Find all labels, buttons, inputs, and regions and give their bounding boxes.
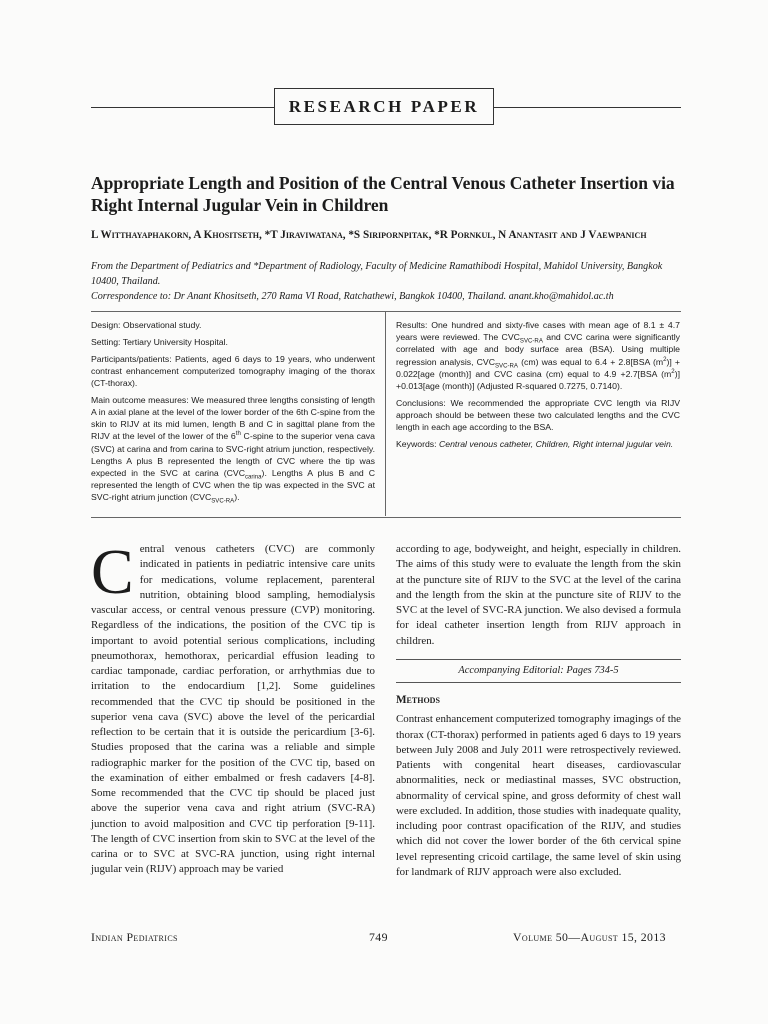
- correspondence: Correspondence to: Dr Anant Khositseth, 270 Rama VI Road, Ratchathewi, Bangkok 10400, Thailand. anant.kho@mahidol.ac.th: [91, 291, 614, 302]
- intro-continued: according to age, bodyweight, and height, especially in children. The aims of this study were to evaluate the length from the skin at the puncture site of RIJV to the SVC at the level of the carina and the length from the skin at the puncture site of RIJV to the SVC at the level of SVC-RA junction. We also devised a formula for ideal catheter insertion length from RIJV approach in children.: [396, 543, 681, 647]
- article-title: Appropriate Length and Position of the Central Venous Catheter Insertion via Right Internal Jugular Vein in Children: [91, 173, 675, 215]
- abstract-rule-bottom: [91, 517, 681, 518]
- methods-heading: Methods: [396, 694, 440, 706]
- methods-paragraph: Contrast enhancement computerized tomography imagings of the thorax (CT-thorax) performed in patients aged 6 days to 19 years between July 2008 and July 2011 were retrospectively reviewed. Patients with congenital heart diseases, cardiovascular abnormalities, neck or mediastinal masses, SVC obstruction, abnormality of cervical spine, and gross deformity of chest wall were excluded. In addition, those studies with inadequate quality, including poor contrast opacification of the RIJV, and studies which did not cover the lower border of the 6th cervical spine level representing cricoid cartilage, the same level of skin using for landmark of RIJV approach were also excluded.: [396, 713, 681, 878]
- intro-paragraph: Central venous catheters (CVC) are commonly indicated in patients in pediatric intensive care units for medications, volume replacement, parenteral nutrition, obtaining blood sampling, hemodialysis vascular access, or central venous pressure (CVP) monitoring. Regardless of the indications, the position of the CVC tip is important to avoid potential serious complications, including pneumothorax, hemothorax, pericardial effusion leading to cardiac tamponade, cardiac perforation, or arrhythmias due to irritation to the endocardium [1,2]. Some guidelines recommended that the CVC tip should be positioned in the superior vena cava (SVC) above the level of the pericardial reflection to be certain that it is outside the pericardium [3-6]. Studies proposed that the carina was a reliable and simple radiographic marker for the position of the CVC tip, based on the examination of either embalmed or fresh cadavers [4-8]. Some recommended that the CVC tip should be placed just above the superior vena cava and right atrium (SVC-RA) junction to avoid malposition and CVC tip perforation [9-11]. The length of CVC insertion from skin to SVC at the level of the carina or to SVC at SVC-RA junction, using right internal jugular vein (RIJV) approach may be varied: [91, 536, 375, 876]
- footer-volume: Volume 50—August 15, 2013: [513, 930, 666, 944]
- abstract-rule-divider: [385, 311, 386, 516]
- affiliation: From the Department of Pediatrics and *Department of Radiology, Faculty of Medicine Ramathibodi Hospital, Mahidol University, Bangkok 10400, Thailand.: [91, 261, 663, 287]
- drop-cap: C: [91, 536, 134, 607]
- abstract-right-column: [396, 319, 680, 455]
- author-list: L Witthayaphakorn, A Khositseth, *T Jiraviwatana, *S Siripornpitak, *R Pornkul, N Anantasit and J Vaewpanich: [91, 229, 647, 241]
- abstract-keywords: Keywords: Central venous catheter, Children, Right internal jugular vein.: [396, 439, 674, 450]
- abstract-left-column: [91, 319, 375, 508]
- abstract-results: Results: One hundred and sixty-five cases with mean age of 8.1 ± 4.7 years were reviewed. The $CVC_{SVC-RA}$ and CVC carina were significantly correlated with age and body surface area (BSA). Using multiple regression analysis, $CVC_{SVC-RA}$ (cm) was equal to 6.4 + 2.8[BSA $(m^2)] + 0.022[age$ (month)] and CVC casina (cm) equal to 4.9 +2.7[BSA $(m^2)] +0.013[age$ (month)] (Adjusted R-squared 0.7275, 0.7140).: [396, 320, 681, 392]
- abstract-design: Design: Observational study.: [91, 320, 202, 330]
- footer-page-number: 749: [369, 930, 388, 944]
- abstract-conclusions: Conclusions: We recommended the appropriate CVC length via RIJV approach should be between these two calculated lengths and the CVC length in each age according to the BSA.: [396, 397, 680, 433]
- abstract-setting: Setting: Tertiary University Hospital.: [91, 336, 228, 347]
- abstract-rule-top: [91, 311, 681, 312]
- affiliation-block: [91, 259, 686, 304]
- body-left-column: [91, 536, 375, 878]
- header-rule-right: [494, 107, 681, 108]
- abstract-outcome: Main outcome measures: We measured three lengths consisting of length A in axial plane at the level of the lower border of the 6th C-spine from the skin to RIJV at its mid lumen, length B and C in sagittal plane from the RIJV at the level of the lower of the 6th C-spine to the superior vena cava (SVC) at carina and from carina to SVC-right atrium junction, respectively. Lengths A plus B represented the length of CVC where the tip was expected in the SVC at carina $(CVC_{carina})$. Lengths A plus B and C represented the length of CVC when the tip was expected in the SVC at SVC-right atrium junction $(CVC_{SVC-RA})$.: [91, 394, 375, 506]
- editorial-note: Accompanying Editorial: Pages 734-5: [396, 659, 681, 683]
- abstract-participants: Participants/patients: Patients, aged 6 days to 19 years, who underwent contrast enhancement computerized tomography imaging of the thorax (CT-thorax).: [91, 353, 375, 388]
- header-rule-left: [91, 107, 274, 108]
- body-right-column: [396, 542, 681, 880]
- footer-journal: Indian Pediatrics: [91, 930, 178, 944]
- section-label: RESEARCH PAPER: [274, 88, 494, 125]
